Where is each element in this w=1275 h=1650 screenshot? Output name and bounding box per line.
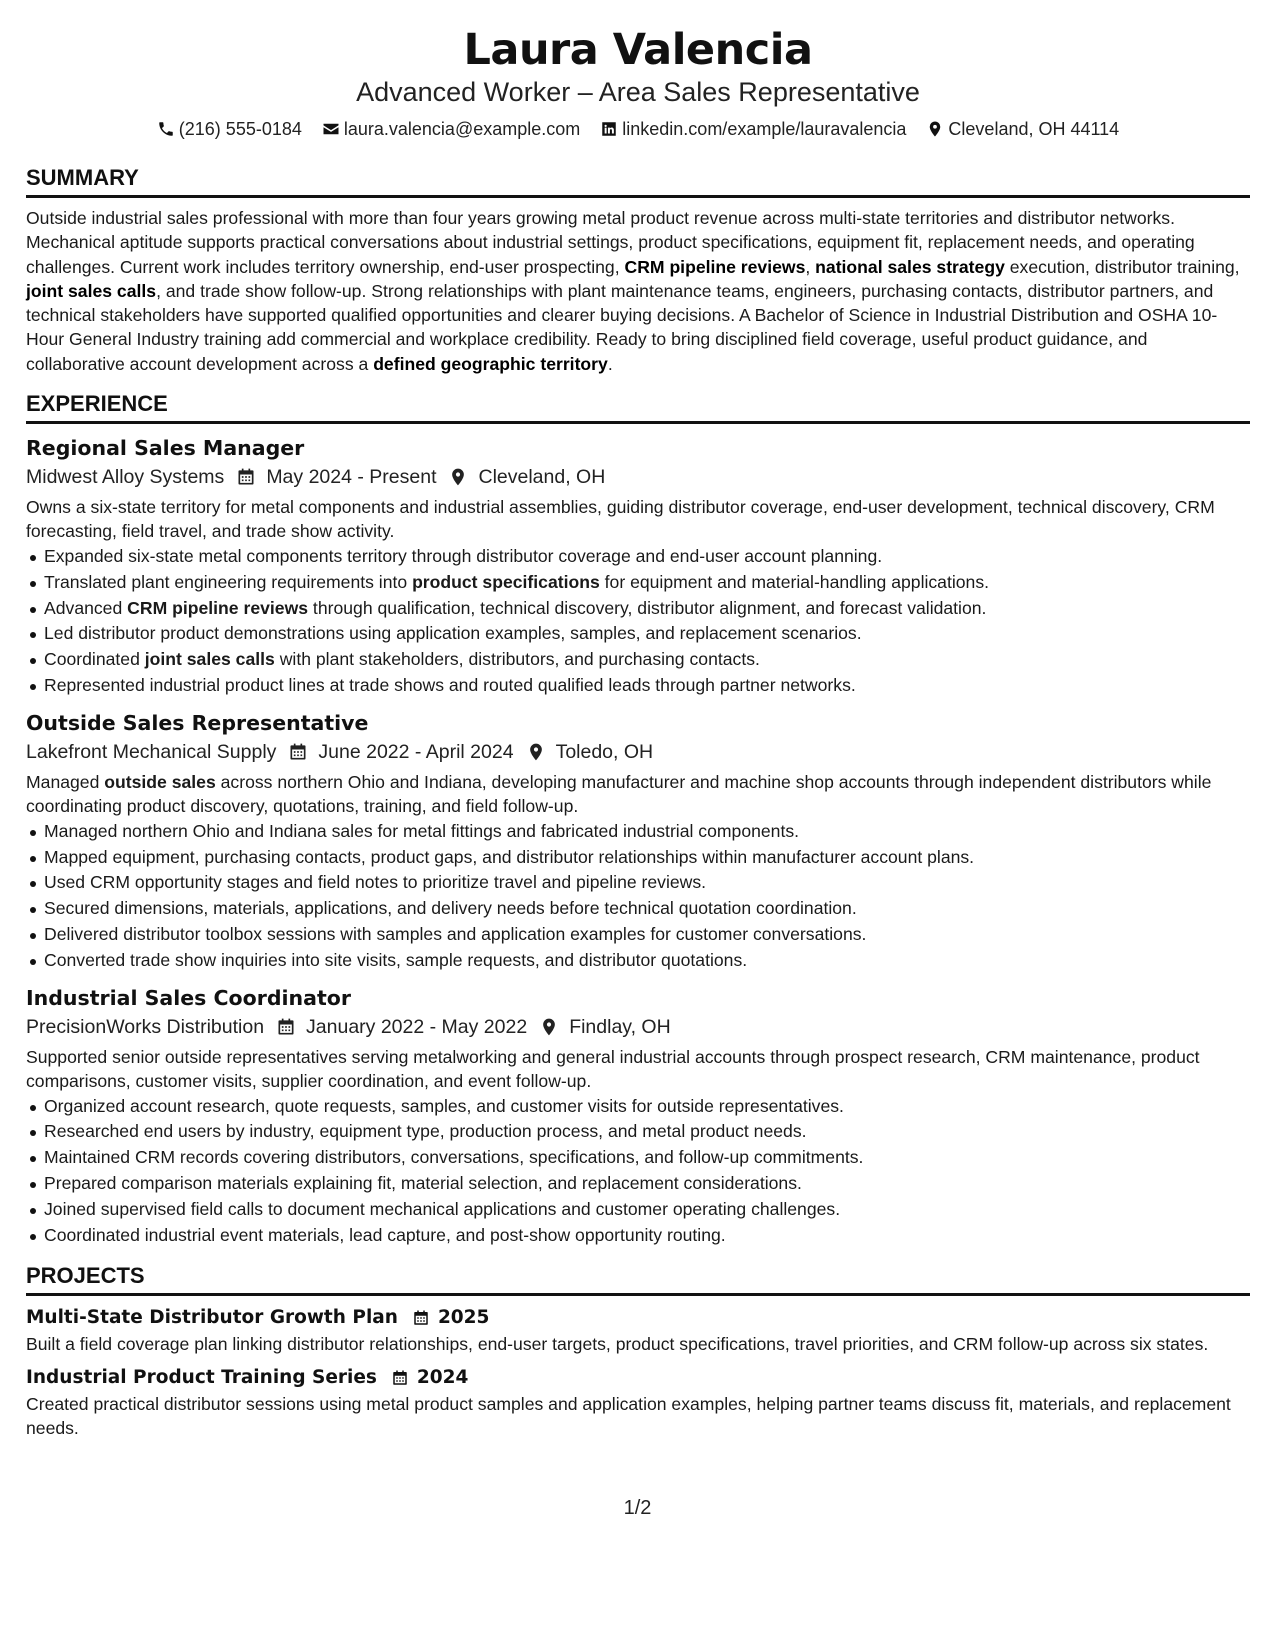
- text-segment: execution, distributor training,: [1004, 256, 1240, 277]
- calendar-icon: [412, 1309, 430, 1327]
- job-bullets: [26, 819, 1250, 974]
- contact-phone[interactable]: [157, 118, 302, 140]
- projects-section: [26, 1262, 1250, 1440]
- bullet-item: [26, 1119, 1250, 1145]
- text-segment: Coordinated industrial event materials, lead capture, and post-show opportunity routing.: [44, 1224, 726, 1245]
- text-segment: Advanced: [44, 597, 128, 618]
- text-segment: across northern Ohio and Indiana, developing manufacturer and machine shop accounts through independent distributors while coordinating product discovery, quotations, training, and field follow-up.: [26, 771, 1212, 816]
- bullet-item: [26, 845, 1250, 871]
- job-entry: [26, 434, 1250, 699]
- text-segment: , and trade show follow-up. Strong relationships with plant maintenance teams, engineers, purchasing contacts, distributor partners, and technical stakeholders have supported qualified opportunities and clearer buying decisions. A Bachelor of Science in Industrial Distribution and OSHA 10-Hour General Industry training add commercial and workplace credibility. Ready to bring disciplined field coverage, useful product guidance, and collaborative account development across a: [26, 280, 1218, 374]
- bullet-item: [26, 544, 1250, 570]
- text-segment: Expanded six-state metal components territory through distributor coverage and end-user account planning.: [44, 546, 883, 567]
- text-segment: Maintained CRM records covering distributors, conversations, specifications, and follow-up commitments.: [44, 1147, 864, 1168]
- text-segment: Mapped equipment, purchasing contacts, product gaps, and distributor relationships within manufacturer account plans.: [44, 846, 975, 867]
- text-segment: Researched end users by industry, equipment type, production process, and metal product needs.: [44, 1121, 807, 1142]
- phone-text: (216) 555-0184: [178, 119, 302, 139]
- job-meta: [26, 462, 1250, 492]
- bullet-item: [26, 1171, 1250, 1197]
- resume-page: [26, 0, 1250, 1650]
- contact-email[interactable]: [322, 118, 580, 140]
- emphasis-text: defined geographic territory: [373, 353, 608, 374]
- bullet-item: [26, 596, 1250, 622]
- bullet-item: [26, 647, 1250, 673]
- experience-section: [26, 390, 1250, 1248]
- emphasis-text: joint sales calls: [26, 280, 157, 301]
- section-heading: EXPERIENCE: [26, 390, 1250, 424]
- job-description: [26, 770, 1250, 818]
- job-location: Toledo, OH: [555, 740, 654, 763]
- project-title: Multi-State Distributor Growth Plan: [26, 1307, 398, 1329]
- text-segment: Coordinated: [44, 649, 145, 670]
- job-title: Outside Sales Representative: [26, 710, 369, 735]
- linkedin-text: linkedin.com/example/lauravalencia: [622, 119, 907, 139]
- project-year: 2025: [437, 1307, 490, 1329]
- company-name: Lakefront Mechanical Supply: [26, 740, 277, 763]
- text-segment: Used CRM opportunity stages and field notes to prioritize travel and pipeline reviews.: [44, 872, 707, 893]
- project-description: Built a field coverage plan linking distributor relationships, end-user targets, product specifications, travel priorities, and CRM follow-up across six states.: [26, 1334, 1209, 1355]
- text-segment: for equipment and material-handling applications.: [599, 571, 990, 592]
- candidate-name: Laura Valencia: [463, 25, 813, 75]
- map-pin-icon: [926, 120, 944, 138]
- bullet-item: [26, 1094, 1250, 1120]
- job-bullets: [26, 1094, 1250, 1249]
- bullet-item: [26, 870, 1250, 896]
- bullet-item: [26, 819, 1250, 845]
- page-number: 1/2: [623, 1497, 652, 1519]
- text-segment: Managed: [26, 771, 105, 792]
- job-location: Findlay, OH: [569, 1015, 671, 1038]
- linkedin-icon: [600, 120, 618, 138]
- bullet-item: [26, 673, 1250, 699]
- emphasis-text: outside sales: [104, 771, 216, 792]
- project-header: [26, 1364, 1250, 1392]
- project-header: [26, 1304, 1250, 1332]
- job-location: Cleveland, OH: [478, 466, 606, 489]
- bullet-item: [26, 1223, 1250, 1249]
- bullet-item: [26, 621, 1250, 647]
- emphasis-text: product specifications: [412, 571, 600, 592]
- email-text: laura.valencia@example.com: [343, 119, 581, 139]
- candidate-headline: Advanced Worker – Area Sales Representative: [356, 77, 920, 107]
- job-description: [26, 1045, 1250, 1093]
- emphasis-text: CRM pipeline reviews: [624, 256, 806, 277]
- project-description: Created practical distributor sessions using metal product samples and application examples, helping partner teams discuss fit, materials, and replacement needs.: [26, 1394, 1231, 1439]
- text-segment: Owns a six-state territory for metal components and industrial assemblies, guiding distributor coverage, end-user development, technical discovery, CRM forecasting, field travel, and trade show activity.: [26, 497, 1215, 542]
- text-segment: Managed northern Ohio and Indiana sales for metal fittings and fabricated industrial components.: [44, 820, 800, 841]
- project-list: [26, 1304, 1250, 1440]
- job-bullets: [26, 544, 1250, 699]
- job-dates: January 2022 - May 2022: [306, 1015, 528, 1038]
- text-segment: Prepared comparison materials explaining fit, material selection, and replacement considerations.: [44, 1173, 802, 1194]
- job-dates: June 2022 - April 2024: [318, 740, 514, 763]
- job-description: [26, 495, 1250, 543]
- project-year: 2024: [416, 1367, 469, 1389]
- bullet-item: [26, 948, 1250, 974]
- job-list: [26, 434, 1250, 1248]
- company-name: PrecisionWorks Distribution: [26, 1015, 265, 1038]
- text-segment: Led distributor product demonstrations using application examples, samples, and replacement scenarios.: [44, 623, 862, 644]
- calendar-icon: [288, 742, 308, 762]
- project-entry: [26, 1364, 1250, 1440]
- text-segment: with plant stakeholders, distributors, and purchasing contacts.: [274, 649, 760, 670]
- text-segment: Outside industrial sales professional with more than four years growing metal product revenue across multi-state territories and distributor networks. Mechanical aptitude supports practical conversations about industrial settings, product specifications, equipment fit, replacement needs, and operating challenges. Current work includes territory ownership, end-user prospecting,: [26, 208, 1195, 277]
- bullet-item: [26, 1197, 1250, 1223]
- job-meta: [26, 1012, 1250, 1042]
- contact-linkedin[interactable]: [600, 118, 906, 140]
- section-heading: SUMMARY: [26, 164, 1250, 198]
- calendar-icon: [391, 1369, 409, 1387]
- bullet-item: [26, 570, 1250, 596]
- company-name: Midwest Alloy Systems: [26, 466, 225, 489]
- section-heading: PROJECTS: [26, 1262, 1250, 1296]
- project-title: Industrial Product Training Series: [26, 1367, 377, 1389]
- text-segment: Supported senior outside representatives serving metalworking and general industrial accounts through prospect research, CRM maintenance, product comparisons, customer visits, supplier coordination, and event follow-up.: [26, 1046, 1200, 1091]
- text-segment: ,: [805, 256, 816, 277]
- text-segment: Secured dimensions, materials, applications, and delivery needs before technical quotation coordination.: [44, 898, 857, 919]
- contact-location: [926, 118, 1119, 140]
- job-title: Regional Sales Manager: [26, 436, 305, 461]
- phone-icon: [157, 120, 175, 138]
- contact-bar: [26, 118, 1250, 140]
- emphasis-text: CRM pipeline reviews: [127, 597, 309, 618]
- map-pin-icon: [526, 742, 546, 762]
- job-entry: [26, 984, 1250, 1249]
- summary-section: [26, 164, 1250, 376]
- calendar-icon: [276, 1017, 296, 1037]
- text-segment: through qualification, technical discovery, distributor alignment, and forecast validation.: [308, 597, 987, 618]
- text-segment: Organized account research, quote requests, samples, and customer visits for outside representatives.: [44, 1095, 844, 1116]
- bullet-item: [26, 896, 1250, 922]
- map-pin-icon: [448, 467, 468, 487]
- location-text: Cleveland, OH 44114: [948, 119, 1120, 139]
- text-segment: Represented industrial product lines at trade shows and routed qualified leads through partner networks.: [44, 675, 856, 696]
- text-segment: Delivered distributor toolbox sessions with samples and application examples for customer conversations.: [44, 924, 867, 945]
- job-dates: May 2024 - Present: [266, 466, 437, 489]
- project-entry: [26, 1304, 1250, 1356]
- job-title: Industrial Sales Coordinator: [26, 985, 351, 1010]
- resume-header: [26, 0, 1250, 140]
- emphasis-text: national sales strategy: [815, 256, 1005, 277]
- summary-text: [26, 206, 1250, 376]
- bullet-item: [26, 922, 1250, 948]
- text-segment: Translated plant engineering requirements into: [44, 571, 413, 592]
- map-pin-icon: [539, 1017, 559, 1037]
- text-segment: Joined supervised field calls to document mechanical applications and customer operating challenges.: [44, 1198, 841, 1219]
- bullet-item: [26, 1145, 1250, 1171]
- job-entry: [26, 709, 1250, 974]
- job-meta: [26, 737, 1250, 767]
- emphasis-text: joint sales calls: [144, 649, 275, 670]
- calendar-icon: [236, 467, 256, 487]
- envelope-icon: [322, 120, 340, 138]
- text-segment: Converted trade show inquiries into site visits, sample requests, and distributor quotations.: [44, 949, 748, 970]
- text-segment: .: [607, 353, 613, 374]
